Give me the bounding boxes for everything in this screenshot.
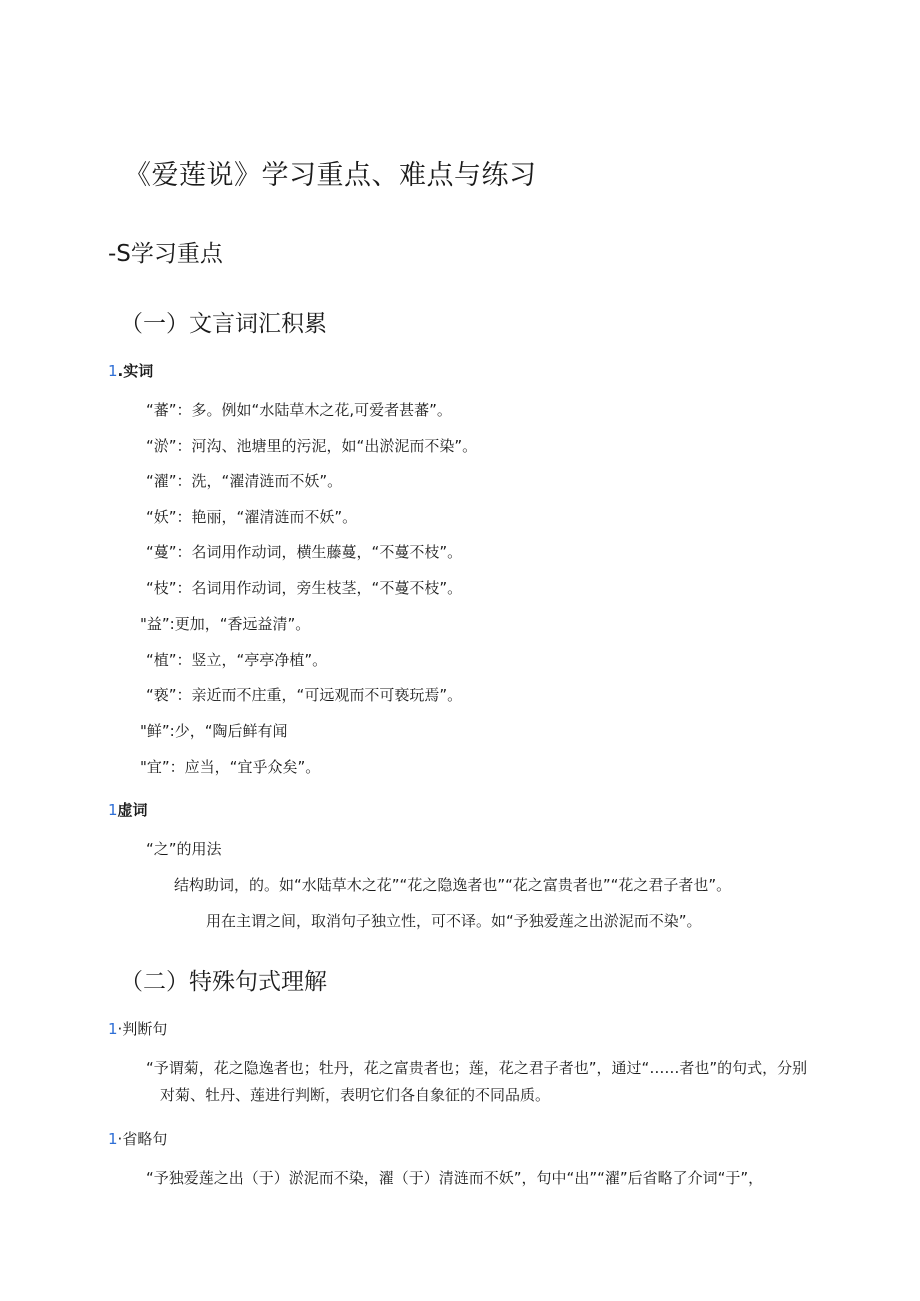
list-item: “淤”：河沟、池塘里的污泥，如“出淤泥而不染”。 [146,437,478,455]
page-title: 《爱莲说》学习重点、难点与练习 [124,160,537,191]
panduan-label [108,1018,167,1039]
paragraph-line: “予独爱莲之出（于）淤泥而不染，濯（于）清涟而不妖”，句中“出”“濯”后省略了介词“于”， [146,1169,764,1187]
list-item: “植”：竖立，“亭亭净植”。 [146,651,328,669]
paragraph-line: 对菊、牡丹、莲进行判断，表明它们各自象征的不同品质。 [160,1086,551,1104]
list-item: "宜”：应当，“宜乎众矣”。 [140,758,321,776]
shici-label [108,360,153,381]
list-label: ·省略句 [117,1130,168,1148]
part2-heading: （二）特殊句式理解 [120,969,327,995]
list-item: “蔓”：名词用作动词，横生藤蔓，“不蔓不枝”。 [146,543,463,561]
list-item: 用在主谓之间，取消句子独立性，可不译。如“予独爱莲之出淤泥而不染”。 [206,912,702,930]
list-number: 1 [108,1130,118,1148]
list-item: “濯”：洗，“濯清涟而不妖”。 [146,472,343,490]
zhi-heading: “之”的用法 [146,840,222,858]
part1-heading: （一）文言词汇积累 [120,311,327,337]
list-item: 结构助词，的。如“水陆草木之花”“花之隐逸者也”“花之富贵者也”“花之君子者也”。 [174,876,732,894]
shenglue-label [108,1128,167,1149]
list-item: "益”:更加，“香远益清”。 [140,615,311,633]
paragraph-line: “予谓菊，花之隐逸者也；牡丹，花之富贵者也；莲，花之君子者也”，通过“……者也”的句式，分别 [146,1059,808,1077]
list-item: “蕃”：多。例如“水陆草木之花,可爱者甚蕃”。 [146,401,452,419]
list-label: .实词 [117,362,154,380]
list-number: 1 [108,362,118,380]
list-item: "鲜”:少，“陶后鲜有闻 [140,722,288,740]
list-item: “枝”：名词用作动词，旁生枝茎，“不蔓不枝”。 [146,579,463,597]
list-label: ·判断句 [117,1020,168,1038]
list-item: “亵”：亲近而不庄重，“可远观而不可亵玩焉”。 [146,686,463,704]
list-number: 1 [108,1020,118,1038]
list-item: “妖”：艳丽，“濯清涟而不妖”。 [146,508,358,526]
list-number: 1 [108,801,118,819]
list-label: 虚词 [117,801,148,819]
xuci-label [108,799,148,820]
section-heading: -S学习重点 [108,241,223,267]
